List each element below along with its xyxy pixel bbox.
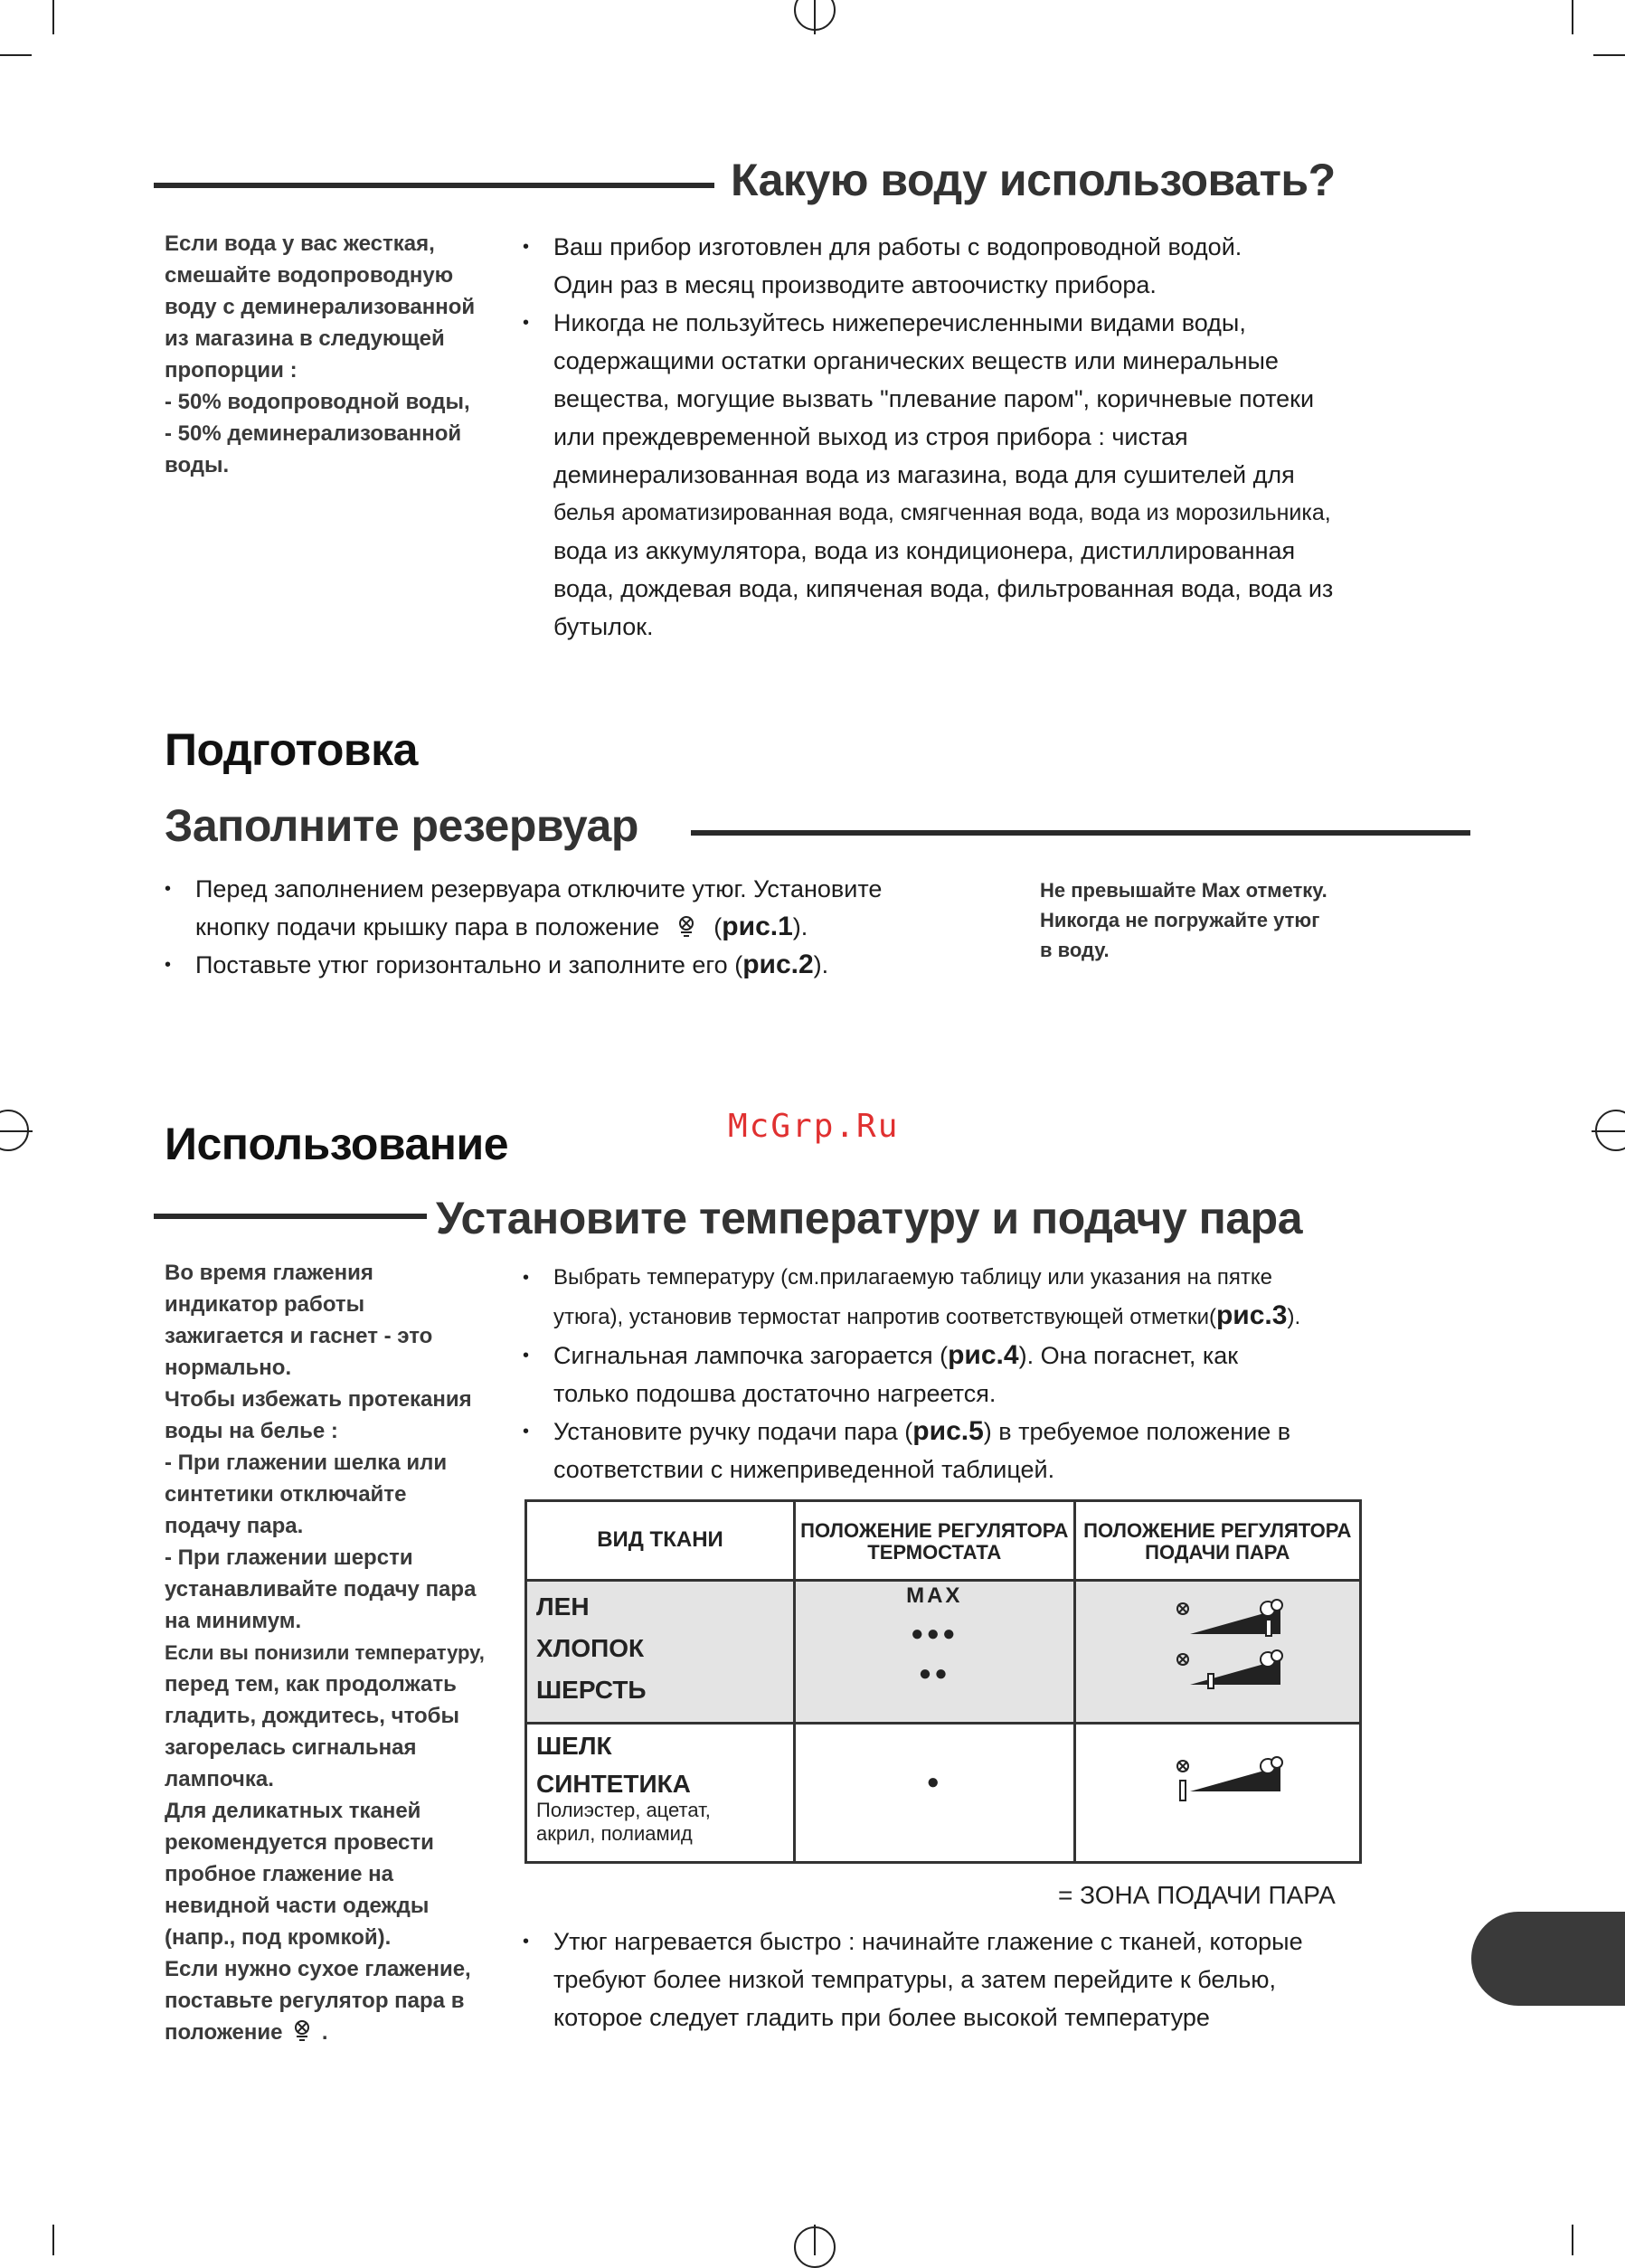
registration-mark xyxy=(1572,2225,1573,2255)
list-item: • Сигнальная лампочка загорается (рис.4). Она погаснет, как только подошва достаточно нагреется. xyxy=(523,1337,1499,1413)
fill-bullets xyxy=(165,870,978,984)
no-steam-icon xyxy=(288,2017,316,2044)
registration-mark xyxy=(1595,1110,1625,1151)
column-header: ВИД ТКАНИ xyxy=(597,1527,723,1552)
steam-zone-max-icon xyxy=(1172,1598,1299,1641)
list-item: • Утюг нагревается быстро : начинайте глажение с тканей, которые требуют более низкой темпратуры, а затем перейдите к белью, которое следует гладить при более высокой температуре xyxy=(523,1923,1463,2036)
list-item: • Ваш прибор изготовлен для работы с водопроводной водой. Один раз в месяц производите автоочистку прибора. xyxy=(523,228,1481,304)
registration-mark xyxy=(0,1110,29,1151)
no-steam-icon xyxy=(673,912,700,940)
list-item: • Установите ручку подачи пара (рис.5) в требуемое положение в соответствии с нижеприведенной таблицей. xyxy=(523,1413,1499,1488)
section-rule xyxy=(691,830,1470,836)
table-header-row xyxy=(526,1501,1361,1581)
ironing-tips-note: Во время глажения индикатор работы зажигается и гаснет - это нормально. Чтобы избежать протекания воды на белье : - При глажении шелка или синтетики отключайте подачу пара. - При глажении шерсти устанавливайте подачу пара на минимум. Если вы понизили температуру, перед тем, как продолжать гладить, дождитесь, чтобы загорелась сигнальная лампочка. Для деликатных тканей рекомендуется провести пробное глажение на невидной части одежды (напр., под кромкой). Если нужно сухое глажение, поставьте регулятор пара в положение . xyxy=(165,1261,485,2045)
section-rule xyxy=(154,183,714,188)
registration-mark xyxy=(794,2226,836,2268)
steam-zone-legend: = ЗОНА ПОДАЧИ ПАРА xyxy=(1058,1881,1336,1909)
registration-mark xyxy=(794,0,836,31)
steam-zone-min-icon xyxy=(1172,1755,1299,1806)
section-rule xyxy=(154,1214,427,1219)
registration-mark xyxy=(52,0,54,34)
watermark: McGrp.Ru xyxy=(728,1108,900,1145)
registration-mark xyxy=(52,2225,54,2255)
registration-mark xyxy=(0,54,32,56)
list-item: • Поставьте утюг горизонтально и заполните его (рис.2). xyxy=(165,946,978,984)
section-title-water: Какую воду использовать? xyxy=(731,155,1336,205)
temperature-bullets xyxy=(523,1259,1499,1488)
column-header: ПОЛОЖЕНИЕ РЕГУЛЯТОРА ПОДАЧИ ПАРА xyxy=(1083,1519,1352,1564)
water-bullets xyxy=(523,228,1481,646)
table-row: ШЕЛК СИНТЕТИКА Полиэстер, ацетат, акрил, полиамид ● xyxy=(526,1724,1361,1863)
section-title-preparation: Подготовка xyxy=(165,724,418,775)
fabric-settings-table xyxy=(524,1499,1362,1864)
hard-water-note: Если вода у вас жесткая, смешайте водопроводную воду с деминерализованной из магазина в следующей пропорции : - 50% водопроводной воды, - 50% деминерализованной воды. xyxy=(165,232,476,477)
list-item: • Перед заполнением резервуара отключите утюг. Установите кнопку подачи крышку пара в положение (рис.1). xyxy=(165,870,978,946)
list-item: • Выбрать температуру (см.прилагаемую таблицу или указания на пятке утюга), установив термостат напротив соответствующей отметки(рис.3). xyxy=(523,1259,1499,1337)
section-subtitle-temperature: Установите температуру и подачу пара xyxy=(436,1193,1303,1243)
registration-mark xyxy=(1593,54,1625,56)
final-bullet xyxy=(523,1923,1463,2036)
list-item: • Никогда не пользуйтесь нижеперечисленными видами воды, содержащими остатки органических веществ или минеральные вещества, могущие вызвать "плевание паром", коричневые потеки или преждевременной выход из строя прибора : чистая деминерализованная вода из магазина, вода для сушителей для белья ароматизированная вода, смягченная вода, вода из морозильника, вода из аккумулятора, вода из кондиционера, дистиллированная вода, дождевая вода, кипяченая вода, фильтрованная вода, вода из бутылок. xyxy=(523,304,1481,646)
page-tab-marker xyxy=(1471,1912,1625,2006)
column-header: ПОЛОЖЕНИЕ РЕГУЛЯТОРА ТЕРМОСТАТА xyxy=(800,1519,1069,1564)
section-subtitle-fill-tank: Заполните резервуар xyxy=(165,800,638,851)
steam-zone-mid-icon xyxy=(1172,1649,1299,1692)
max-level-note: Не превышайте Max отметку. Никогда не погружайте утюг в воду. xyxy=(1040,879,1327,961)
registration-mark xyxy=(1572,0,1573,34)
section-title-usage: Использование xyxy=(165,1119,509,1169)
table-row: ЛЕН ХЛОПОК ШЕРСТЬ MAX ●●● ●● xyxy=(526,1581,1361,1724)
